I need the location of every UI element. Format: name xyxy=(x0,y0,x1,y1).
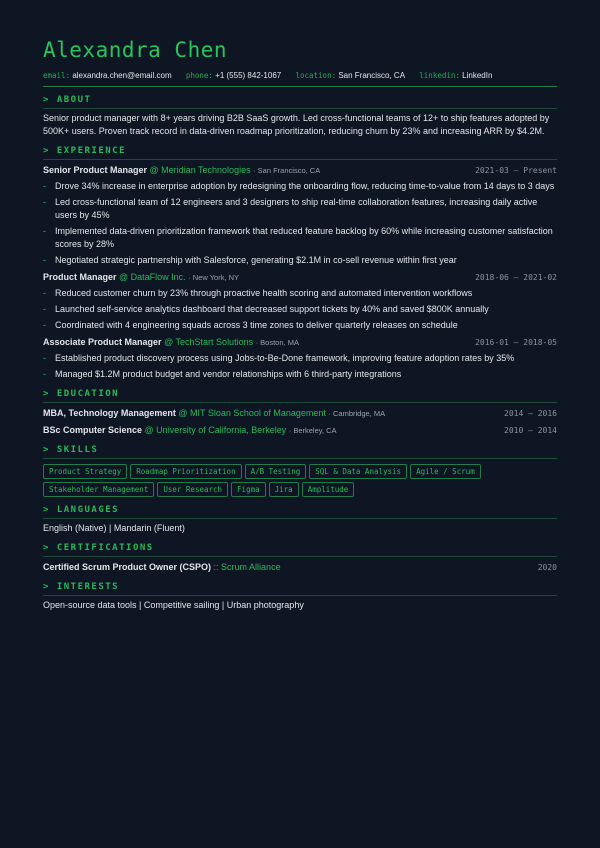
resume xyxy=(43,36,557,612)
skill-tag: Amplitude xyxy=(302,482,355,497)
bullet-item: - Reduced customer churn by 23% through proactive health scoring and automated intervention workflows xyxy=(43,287,557,300)
cert-org: :: Scrum Alliance xyxy=(213,562,281,572)
experience-org: @ DataFlow Inc. xyxy=(119,272,186,282)
experience-heading xyxy=(43,271,239,284)
experience-location: · Boston, MA xyxy=(255,338,299,347)
education-heading xyxy=(43,407,385,420)
experience-date: 2021-03 – Present xyxy=(475,166,557,175)
experience-entry xyxy=(43,336,557,381)
candidate-name: Alexandra Chen xyxy=(43,38,228,62)
experience-header xyxy=(43,336,557,349)
skill-tag: Jira xyxy=(269,482,299,497)
skill-tag: A/B Testing xyxy=(245,464,307,479)
experience-entry xyxy=(43,164,557,267)
experience-org: @ TechStart Solutions xyxy=(164,337,254,347)
experience-date: 2018-06 – 2021-02 xyxy=(475,273,557,282)
experience-title: Senior Product Manager xyxy=(43,165,148,175)
cert-title: Certified Scrum Product Owner (CSPO) xyxy=(43,562,212,572)
skill-tag: Product Strategy xyxy=(43,464,127,479)
about-text: Senior product manager with 8+ years driving B2B SaaS growth. Led cross-functional teams of 12+ to ship features adopted by 500K+ users. Proven track record in data-driven roadmap prioritization, reducing churn by 23% and increasing ARR by $4.2M. xyxy=(43,113,550,136)
contact-phone: phone: +1 (555) 842-1067 xyxy=(185,71,282,80)
education-org: @ University of California, Berkeley xyxy=(144,425,287,435)
section-heading-about: > ABOUT xyxy=(43,94,557,109)
cert-date: 2020 xyxy=(537,563,557,572)
skill-tag: Stakeholder Management xyxy=(43,482,154,497)
education-date: 2014 – 2016 xyxy=(504,409,557,418)
education-org: @ MIT Sloan School of Management xyxy=(178,408,326,418)
contact-line xyxy=(43,70,557,81)
experience-header xyxy=(43,271,557,284)
education-entry xyxy=(43,407,557,420)
bullet-item: - Negotiated strategic partnership with Salesforce, generating $2.1M in co-sell revenue within first year xyxy=(43,254,557,267)
bullet-item: - Implemented data-driven prioritization framework that reduced feature backlog by 60% while increasing customer satisfaction scores by 28% xyxy=(43,225,557,251)
education-location: · Cambridge, MA xyxy=(328,409,386,418)
section-heading-education: > EDUCATION xyxy=(43,388,557,403)
skill-tag: Roadmap Prioritization xyxy=(130,464,241,479)
bullet-item: - Drove 34% increase in enterprise adoption by redesigning the onboarding flow, reducing time-to-value from 14 days to 3 days xyxy=(43,180,557,193)
education-entry xyxy=(43,424,557,437)
experience-bullets xyxy=(43,352,557,381)
bullet-item: - Launched self-service analytics dashboard that decreased support tickets by 40% and saved $800K annually xyxy=(43,303,557,316)
experience-list xyxy=(43,164,557,381)
education-title: BSc Computer Science xyxy=(43,425,143,435)
interests-text: Open-source data tools | Competitive sailing | Urban photography xyxy=(43,600,304,610)
education-title: MBA, Technology Management xyxy=(43,408,176,418)
experience-date: 2016-01 – 2018-05 xyxy=(475,338,557,347)
experience-bullets xyxy=(43,287,557,332)
education-header xyxy=(43,424,557,437)
skill-tag: User Research xyxy=(157,482,228,497)
section-heading-certifications: > CERTIFICATIONS xyxy=(43,542,557,557)
education-date: 2010 – 2014 xyxy=(504,426,557,435)
experience-location: · San Francisco, CA xyxy=(253,166,321,175)
section-heading-interests: > INTERESTS xyxy=(43,581,557,596)
contact-location: location: San Francisco, CA xyxy=(295,71,406,80)
skill-tag: Figma xyxy=(231,482,266,497)
section-heading-skills: > SKILLS xyxy=(43,444,557,459)
experience-title: Product Manager xyxy=(43,272,117,282)
experience-heading xyxy=(43,336,299,349)
bullet-item: - Established product discovery process using Jobs-to-Be-Done framework, improving feature adoption rates by 35% xyxy=(43,352,557,365)
education-list xyxy=(43,407,557,437)
bullet-item: - Coordinated with 4 engineering squads across 3 time zones to deliver quarterly releases on schedule xyxy=(43,319,557,332)
experience-org: @ Meridian Technologies xyxy=(149,165,251,175)
skills-list xyxy=(43,464,557,497)
languages-text: English (Native) | Mandarin (Fluent) xyxy=(43,523,185,533)
certification-entry xyxy=(43,561,557,574)
section-heading-languages: > LANGUAGES xyxy=(43,504,557,519)
experience-bullets xyxy=(43,180,557,267)
experience-heading xyxy=(43,164,320,177)
skill-tag: SQL & Data Analysis xyxy=(309,464,407,479)
education-location: · Berkeley, CA xyxy=(288,426,337,435)
experience-header xyxy=(43,164,557,177)
contact-email: email: alexandra.chen@email.com xyxy=(43,71,172,80)
education-header xyxy=(43,407,557,420)
contact-linkedin[interactable]: linkedin: LinkedIn xyxy=(419,71,493,80)
divider xyxy=(43,86,557,87)
education-heading xyxy=(43,424,337,437)
experience-entry xyxy=(43,271,557,332)
bullet-item: - Led cross-functional team of 12 engineers and 3 designers to ship real-time collaboration features, increasing daily active users by 45% xyxy=(43,196,557,222)
experience-location: · New York, NY xyxy=(188,273,240,282)
section-heading-experience: > EXPERIENCE xyxy=(43,145,557,160)
experience-title: Associate Product Manager xyxy=(43,337,162,347)
skill-tag: Agile / Scrum xyxy=(410,464,481,479)
bullet-item: - Managed $1.2M product budget and vendor relationships with 6 third-party integrations xyxy=(43,368,557,381)
